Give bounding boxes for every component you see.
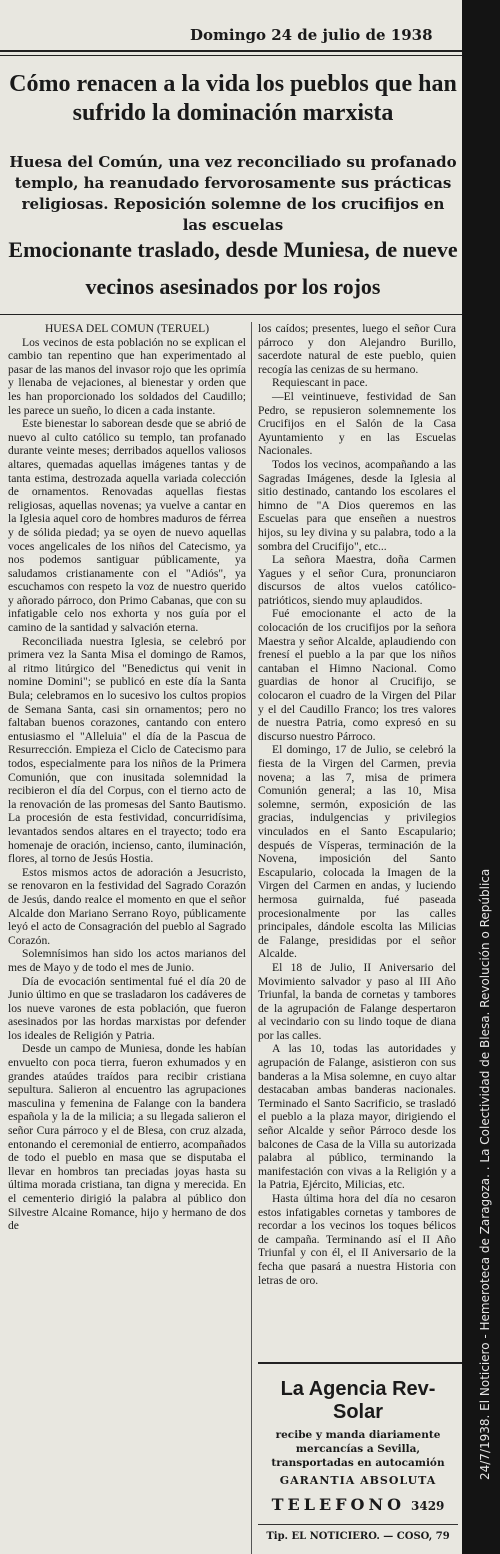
paragraph: La señora Maestra, doña Carmen Yagues y el señor Cura, pronunciaron discursos de altos vuelos católico-patrióticos, siendo muy aplaudidos. [258, 553, 456, 607]
printer-credit: Tip. EL NOTICIERO. — COSO, 79 [266, 1531, 450, 1542]
paragraph: Todos los vecinos, acompañando a las Sagradas Imágenes, desde la Iglesia al sitio destinado, cantando los escolares el himno de "A Dios queremos en las Escuelas para que enseñen a nuestros hijos, su ley divina y su palabra, todo a la sombra del Crucifijo", etc... [258, 457, 456, 553]
subheadline: Huesa del Común, una vez reconciliado su profanado templo, ha reanudado fervorosamente sus prácticas religiosas. Reposición solemne de los crucifijos en las escuelas [9, 153, 457, 234]
paragraph: Hasta última hora del día no cesaron estos infatigables cornetas y tambores de recordar a los vecinos los toques bélicos de campaña. Terminando así el II Año Triunfal y con él, el II Aniversario de la fecha que pasará a nuestra Historia con letras de oro. [258, 1192, 456, 1287]
header-rule-thin [0, 55, 462, 56]
ad-phone [258, 1495, 458, 1514]
paragraph: Reconciliada nuestra Iglesia, se celebró por primera vez la Santa Misa el domingo de Ramos, al ritmo litúrgico del "Benedictus qui venit in nomine Domini"; se publicó en este día la Santa Bula; celebramos en lo sucesivo los cultos propios de Semana Santa, casi sin ornamentos; pero no faltaban buenos corazones, cantando con entero entusiasmo el "Alleluia" el día de la Pascua de Resurrección. Empieza el Ciclo de Catecismo para todos, especialmente para los niños de la Primera Comunión, que con inusitada solemnidad la recibieron el día del Corpus, con el tierno acto de la renovación de las promesas del Santo Bautismo. La procesión de esta festividad, concurridísima, levantados sendos altares en el trayecto; todo era homenaje de oración, incienso, canto, iluminación, flores, al torno de Jesús Hostia. [8, 634, 246, 866]
main-headline: Cómo renacen a la vida los pueblos que han sufrido la dominación marxista [9, 71, 457, 126]
issue-date: Domingo 24 de julio de 1938 [190, 26, 433, 44]
ad-phone-label: TELEFONO [271, 1495, 405, 1514]
article-dateline: HUESA DEL COMUN (TERUEL) [44, 322, 210, 335]
paragraph: —El veintinueve, festividad de San Pedro, se repusieron solemnemente los Crucifijos en el Salón de la Casa Ayuntamiento y en las Escuelas Nacionales. [258, 389, 456, 458]
advertisement [258, 1370, 458, 1554]
paragraph: El domingo, 17 de Julio, se celebró la fiesta de la Virgen del Carmen, previa novena; a las 7, misa de primera Comunión general; a las 10, Misa solemne, sermón, exposición de las gracias, indulgencias y privilegios vinculados en el Santo Escapulario; después de Vísperas, terminación de la Novena, imposición del Santo Escapulario, colocada la Imagen de la Virgen del Carmen en andas, y luciendo hermosa guirnalda, fué paseada procesionalmente por las calles principales, dándole escolta las Milicias de Falange, presididas por el señor Alcalde. [258, 743, 456, 961]
ad-divider [258, 1524, 458, 1525]
header-rule [0, 50, 462, 52]
paragraph: El 18 de Julio, II Aniversario del Movimiento salvador y paso al III Año Triunfal, la banda de cornetas y tambores de la agrupación de Falange despertaron al vecindario con su lindo toque de diana por las calles. [258, 960, 456, 1042]
second-headline: Emocionante traslado, desde Muniesa, de nueve vecinos asesinados por los rojos [8, 237, 458, 299]
ad-guarantee: GARANTIA ABSOLUTA [279, 1474, 437, 1487]
archive-caption: 24/7/1938. El Noticiero - Hemeroteca de Zaragoza. . La Colectividad de Blesa. Revolución o República [478, 868, 492, 1480]
ad-description: recibe y manda diariamente mercancías a Sevilla, transportadas en autocamión [271, 1429, 445, 1469]
paragraph: Solemnísimos han sido los actos marianos del mes de Mayo y de todo el mes de Junio. [8, 947, 246, 974]
paragraph: A las 10, todas las autoridades y agrupación de Falange, asistieron con sus banderas a la Misa solemne, en cuyo altar destacaban ambas banderas nacionales. Terminado el Santo Sacrificio, se trasladó el pueblo a la plaza mayor, dirigiendo el señor Alcalde y señor Párroco desde los balcones de Casa de la Villa su autorizada palabra al público, terminando la manifestación con vivas a la Religión y a la Patria, Ejército, Milicias, etc. [258, 1042, 456, 1192]
ad-phone-number: 3429 [411, 1499, 445, 1513]
article-column-1 [8, 322, 246, 1554]
paragraph: Los vecinos de esta población no se explican el cambio tan repentino que han experimentado al pasar de las manos del invasor rojo que les oprimía y llenaba de vejaciones, al bienestar y orden que les han proporcionado los soldados del Caudillo; les parece un sueño, lo dicen a cada instante. [8, 335, 246, 417]
paragraph: Este bienestar lo saborean desde que se abrió de nuevo al culto católico su templo, tan profanado durante veinte meses; derribados aquellos valiosos altares, quemadas aquellas imágenes tantas y de tanta estima, destrozada aquella variada colección de ornamentos. Renovadas aquellas fiestas religiosas, aquellas novenas; ya vuelve a cantar en la Iglesia aquel coro de hombres maduros de férrea y de sólida piedad; ya se oyen de nuevo aquellas voces angelicales de los niños del Catecismo, ya nos podemos santiguar públicamente, ya saludamos cristianamente con el "Adiós", ya escuchamos con respeto la voz de nuestro querido y añorado párroco, don Primo Cabanas, que con su infatigable celo nos exhorta y nos guía por el camino de la santidad y salvación eterna. [8, 417, 246, 635]
ad-company-name: La Agencia Rev-Solar [280, 1378, 436, 1423]
paragraph: Estos mismos actos de adoración a Jesucristo, se renovaron en la festividad del Sagrado Corazón de Jesús, dando realce el momento en que el señor Alcalde don Mariano Serrano Royo, públicamente leyó el acto de Consagración del pueblo al Sagrado Corazón. [8, 865, 246, 947]
ad-top-rule [258, 1362, 462, 1364]
article-column-2 [258, 322, 456, 1332]
paragraph: Fué emocionante el acto de la colocación de los crucifijos por la señora Maestra y señor Alcalde, aplaudiendo con frenesí el pueblo a la par que los niños cantaban el Himno Nacional. Como guardias de honor al Crucifijo, se colocaron el cuadro de la Virgen del Pilar y el del Caudillo Franco; los tres valores de nuestra Patria, como expresó en su discurso nuestro Párroco. [258, 607, 456, 743]
paragraph: los caídos; presentes, luego el señor Cura párroco y don Alejandro Burillo, sacerdote natural de este pueblo, quien recogía las cenizas de su hermano. [258, 322, 456, 376]
column-divider [251, 322, 252, 1554]
paragraph: Requiescant in pace. [272, 376, 368, 390]
paragraph: Desde un campo de Muniesa, donde les habían envuelto con poca tierra, fueron exhumados y en grandes ataúdes traídos para recibir cristiana sepultura. Salieron al encuentro las agrupaciones masculina y femenina de Falange con la bandera española y la de la milicia; a su llegada salieron el señor Cura párroco y el de Blesa, con cruz alzada, entonando el ceremonial de entierro, acompañados de todo el pueblo en masa que se disputaba el llevar en hombros tan preciadas joyas hasta su última morada cristiana, tan digna y merecida. En el cementerio dirigió la palabra al público don Silvestre Alcaine Romance, hijo y hermano de dos de [8, 1042, 246, 1233]
paragraph: Día de evocación sentimental fué el día 20 de Junio último en que se trasladaron los cadáveres de los nueve varones de esta población, que fueron asesinados por las hordas marxistas por defender los ideales de Religión y Patria. [8, 974, 246, 1042]
section-rule [0, 314, 462, 315]
